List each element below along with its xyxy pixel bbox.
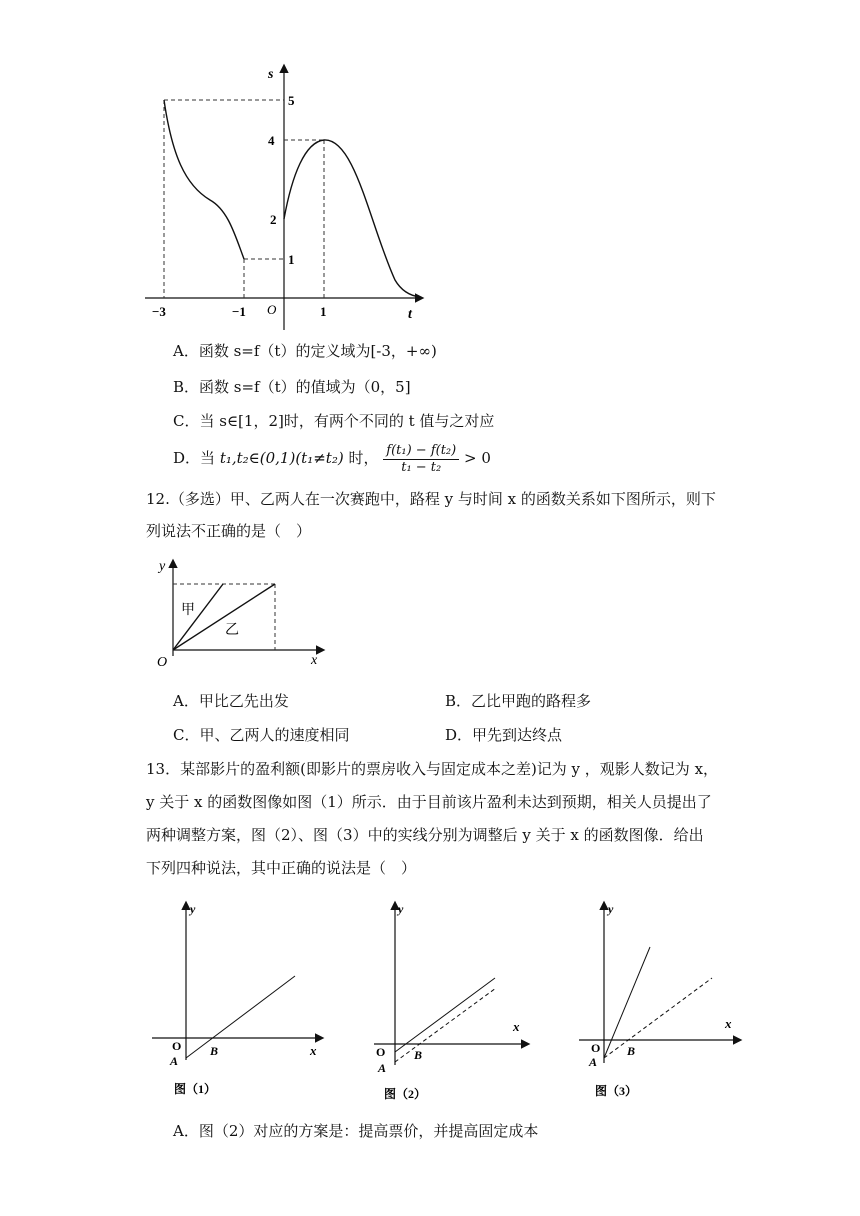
curve-right: [284, 140, 420, 297]
ytick-4: 4: [268, 133, 275, 148]
q11-d-mid: 时，: [348, 449, 379, 467]
ytick-2: 2: [270, 212, 277, 227]
caption: 图（2）: [384, 1087, 427, 1101]
point-b-label: B: [210, 1044, 219, 1058]
curve-left: [164, 100, 244, 259]
dashed-original-line: [395, 988, 496, 1062]
caption: 图（1）: [174, 1082, 217, 1096]
fraction-numerator: f(t₁) − f(t₂): [383, 443, 459, 460]
xtick-1: 1: [320, 304, 327, 319]
q13-stem-line3: 两种调整方案，图（2）、图（3）中的实线分别为调整后 y 关于 x 的函数图像．给出: [146, 826, 704, 844]
q11-option-c: C．当 s∈[1，2]时，有两个不同的 t 值与之对应: [173, 412, 495, 430]
y-label: y: [608, 902, 614, 916]
label-yi: 乙: [225, 623, 239, 638]
q13-stem-line4: 下列四种说法，其中正确的说法是（ ）: [146, 859, 417, 877]
q11-option-d: [173, 440, 491, 476]
q11-option-b: B．函数 s=f（t）的值域为（0，5]: [173, 378, 411, 396]
dashed-guides: [164, 100, 324, 298]
origin-label: O: [267, 302, 277, 317]
x-label: x: [310, 1043, 317, 1058]
x-label: x: [513, 1019, 520, 1034]
fraction-denominator: t₁ − t₂: [401, 459, 442, 475]
y-label: y: [159, 559, 166, 574]
q12-stem-line2: 列说法不正确的是（ ）: [146, 522, 312, 540]
point-a-label: A: [589, 1055, 598, 1069]
figure-race-graph: [145, 556, 335, 672]
q11-d-prefix: D．当: [173, 449, 216, 467]
q11-d-tail: > 0: [464, 449, 491, 467]
q12-option-d: D．甲先到达终点: [445, 726, 563, 744]
figure-profit-2: [370, 895, 540, 1105]
q12-option-c: C．甲、乙两人的速度相同: [173, 726, 350, 744]
ytick-1: 1: [288, 252, 295, 267]
q11-d-fraction: [383, 443, 459, 476]
point-b-label: B: [414, 1048, 423, 1062]
ytick-5: 5: [288, 93, 295, 108]
point-a-label: A: [170, 1054, 179, 1068]
q11-option-a: A．函数 s=f（t）的定义域为[-3，+∞): [173, 342, 437, 360]
origin-label: O: [376, 1045, 386, 1059]
y-label: y: [398, 902, 404, 916]
x-label: x: [725, 1016, 732, 1031]
y-label: y: [190, 902, 196, 916]
figure-profit-3: [575, 895, 750, 1105]
q13-option-a: A．图（2）对应的方案是：提高票价，并提高固定成本: [173, 1122, 539, 1140]
point-a-label: A: [378, 1061, 387, 1075]
q13-stem-line1: 13．某部影片的盈利额(即影片的票房收入与固定成本之差)记为 y ，观影人数记为 x，: [146, 760, 719, 778]
point-b-label: B: [627, 1044, 636, 1058]
origin-label: O: [157, 655, 168, 670]
t-axis-label: t: [408, 307, 412, 322]
q12-stem-line1: 12.（多选）甲、乙两人在一次赛跑中，路程 y 与时间 x 的函数关系如下图所示，则下: [146, 490, 716, 508]
label-jia: 甲: [181, 603, 195, 618]
profit-line: [186, 976, 295, 1058]
q12-option-a: A．甲比乙先出发: [173, 692, 289, 710]
q12-option-b: B．乙比甲跑的路程多: [445, 692, 592, 710]
xtick-neg3: −3: [152, 304, 166, 319]
origin-label: O: [172, 1039, 182, 1053]
q13-stem-line2: y 关于 x 的函数图像如图（1）所示．由于目前该片盈利未达到预期，相关人员提出了: [146, 793, 712, 811]
xtick-neg1: −1: [232, 304, 246, 319]
q11-d-condition: t₁,t₂∈(0,1)(t₁≠t₂): [219, 449, 344, 467]
s-axis-label: s: [268, 67, 274, 82]
origin-label: O: [591, 1041, 601, 1055]
solid-adjusted-line: [395, 978, 495, 1052]
caption: 图（3）: [595, 1084, 638, 1098]
x-label: x: [311, 653, 318, 668]
figure-profit-1: [150, 895, 340, 1100]
figure-s-t-graph: [140, 60, 440, 330]
